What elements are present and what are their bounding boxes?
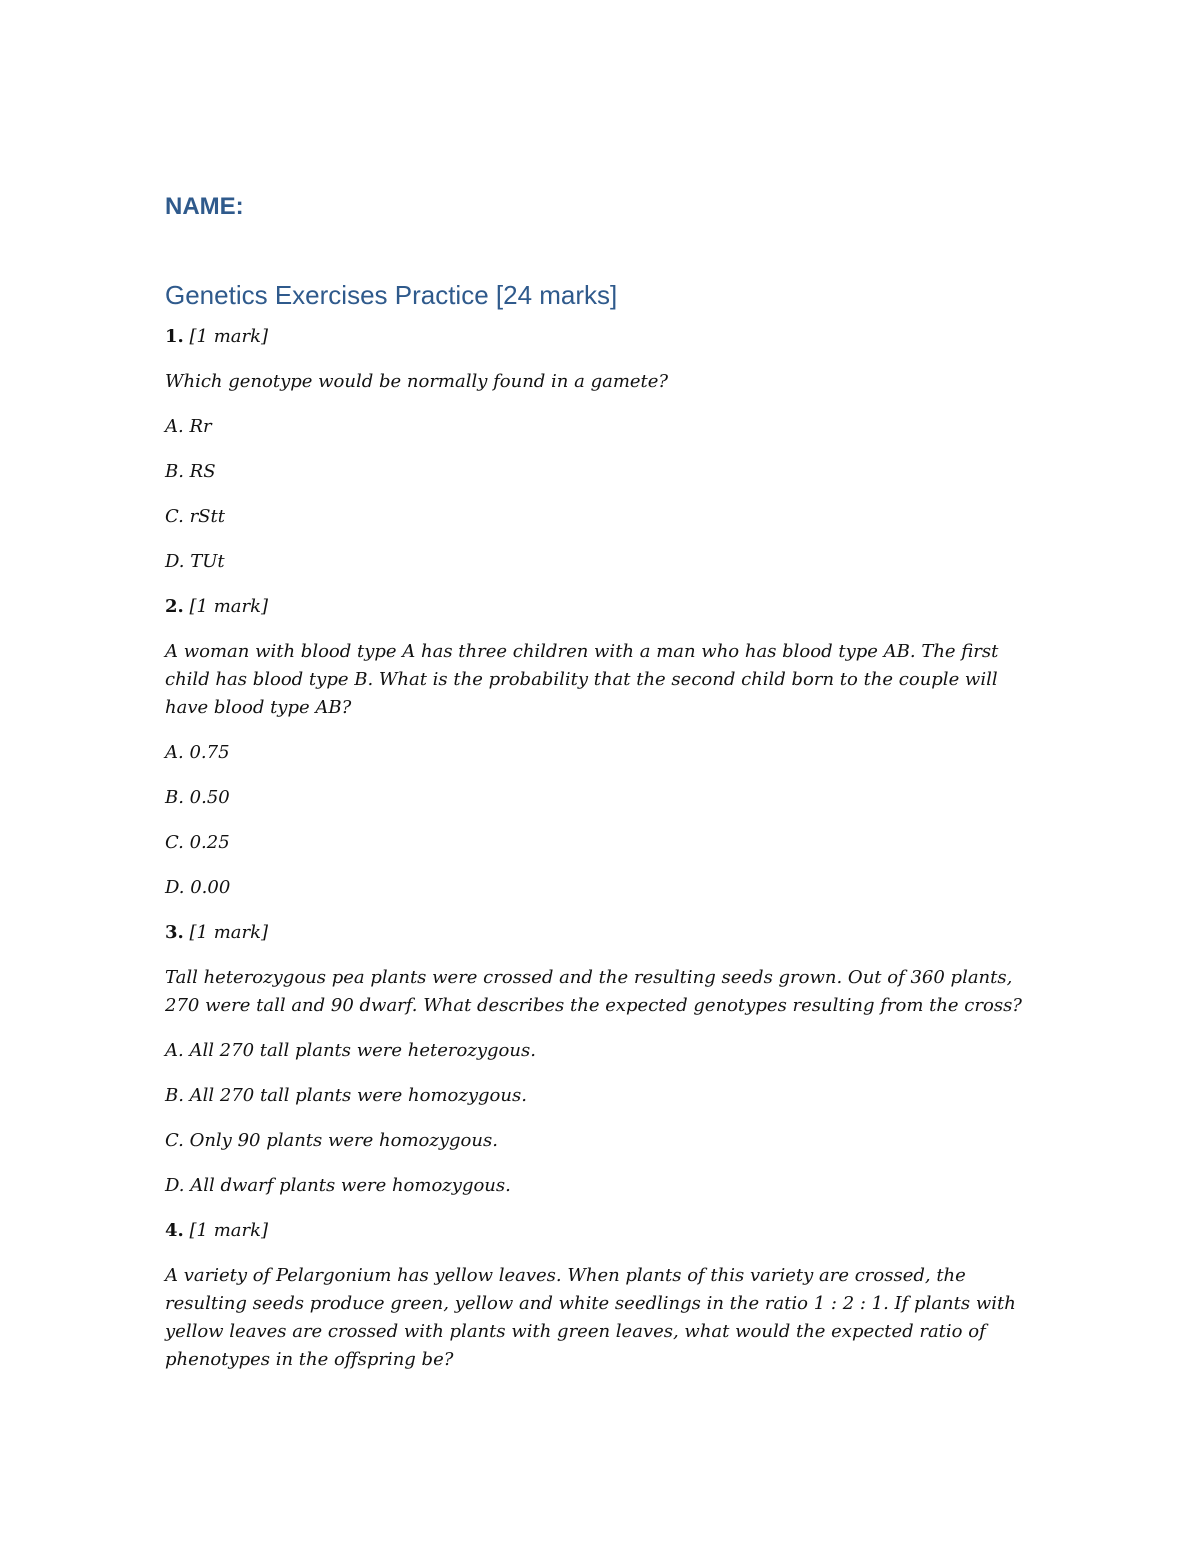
question-number: 3. xyxy=(165,922,184,943)
question-header xyxy=(165,919,1045,947)
page-title: Genetics Exercises Practice [24 marks] xyxy=(165,280,618,310)
answer-option-a: A. 0.75 xyxy=(165,742,230,763)
answer-option-c: C. rStt xyxy=(165,506,225,527)
question-marks: [1 mark] xyxy=(189,922,269,943)
question-number: 1. xyxy=(165,326,184,347)
answer-option-b: B. All 270 tall plants were homozygous. xyxy=(165,1085,527,1106)
answer-option-c: C. 0.25 xyxy=(165,832,230,853)
question-1 xyxy=(165,323,1045,576)
question-header xyxy=(165,323,1045,351)
question-text: Which genotype would be normally found in a gamete? xyxy=(165,371,669,392)
document-content xyxy=(165,192,1045,1391)
answer-option-b: B. 0.50 xyxy=(165,787,230,808)
question-header xyxy=(165,593,1045,621)
question-list xyxy=(165,323,1045,1374)
question-text: A woman with blood type A has three children with a man who has blood type AB. The first child has blood type B. What is the probability that the second child born to the couple will have blood type AB? xyxy=(165,641,999,718)
question-number: 2. xyxy=(165,596,184,617)
question-text: A variety of Pelargonium has yellow leaves. When plants of this variety are crossed, the resulting seeds produce green, yellow and white seedlings in the ratio 1 : 2 : 1. If plants with yellow leaves are crossed with plants with green leaves, what would the expected ratio of phenotypes in the offspring be? xyxy=(165,1265,1016,1370)
question-header xyxy=(165,1217,1045,1245)
answer-option-d: D. TUt xyxy=(165,551,225,572)
question-number: 4. xyxy=(165,1220,184,1241)
answer-option-d: D. 0.00 xyxy=(165,877,231,898)
question-text: Tall heterozygous pea plants were crossed and the resulting seeds grown. Out of 360 plants, 270 were tall and 90 dwarf. What describes the expected genotypes resulting from the cross? xyxy=(165,967,1022,1016)
question-marks: [1 mark] xyxy=(189,596,269,617)
name-heading: NAME: xyxy=(165,193,244,220)
answer-option-a: A. Rr xyxy=(165,416,212,437)
question-marks: [1 mark] xyxy=(189,1220,269,1241)
question-marks: [1 mark] xyxy=(189,326,269,347)
answer-option-a: A. All 270 tall plants were heterozygous. xyxy=(165,1040,536,1061)
question-2 xyxy=(165,593,1045,902)
answer-option-d: D. All dwarf plants were homozygous. xyxy=(165,1175,511,1196)
answer-option-c: C. Only 90 plants were homozygous. xyxy=(165,1130,498,1151)
answer-option-b: B. RS xyxy=(165,461,216,482)
question-4 xyxy=(165,1217,1045,1374)
question-3 xyxy=(165,919,1045,1200)
